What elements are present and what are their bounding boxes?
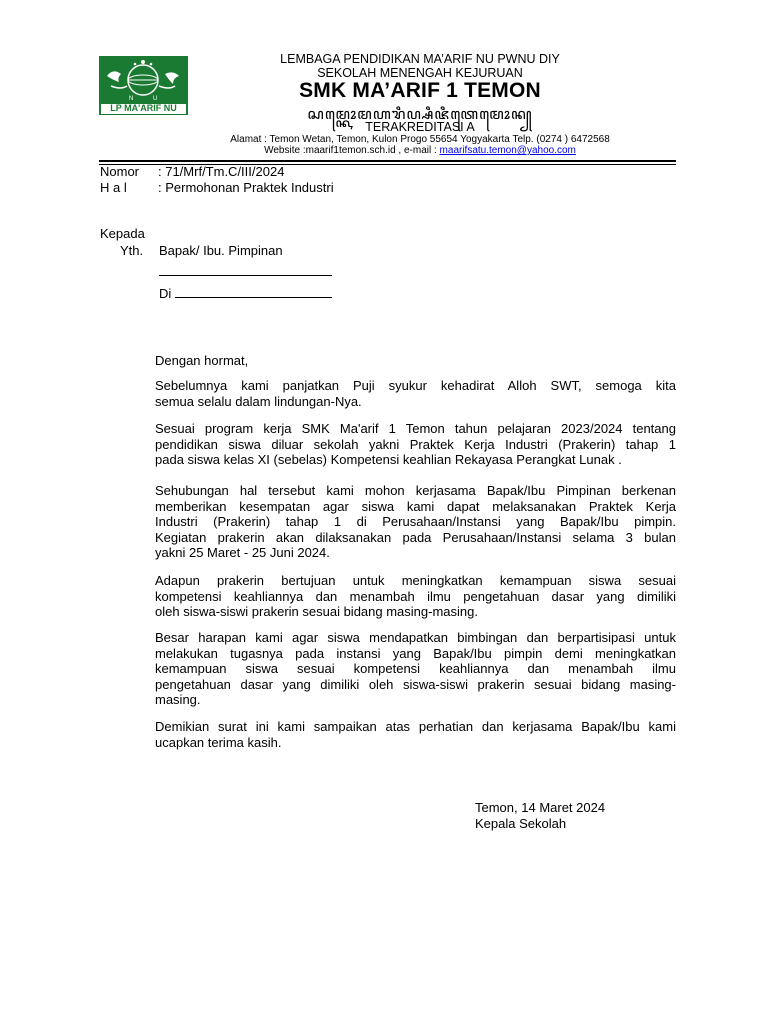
text-line: Besar harapan kami agar siswa mendapatkan bimbingan dan berpartisipasi untuk <box>155 630 676 645</box>
yth-label: Yth. <box>120 243 144 258</box>
paragraph-5 <box>155 630 676 708</box>
email-link[interactable]: maarifsatu.temon@yahoo.com <box>439 145 576 156</box>
nomor-label: Nomor <box>100 164 140 179</box>
text-line: masing. <box>155 692 201 707</box>
text-line: Adapun prakerin bertujuan untuk meningkatkan kemampuan siswa sesuai <box>155 573 676 588</box>
paragraph-6 <box>155 719 676 750</box>
text-line: yakni 25 Maret - 25 Juni 2024. <box>155 545 330 560</box>
contact-line <box>165 145 675 156</box>
paragraph-3 <box>155 483 676 561</box>
text-line: melakukan tugasnya pada instansi yang Bapak/Ibu pimpin demi meningkatkan <box>155 645 676 661</box>
text-line: pendidikan siswa diluar sekolah yakni Praktek Kerja Industri (Prakerin) tahap 1 <box>155 436 676 452</box>
paragraph-1 <box>155 378 676 409</box>
recipient-name: Bapak/ Ibu. Pimpinan <box>159 243 283 258</box>
text-line: Sebelumnya kami panjatkan Puji syukur kehadirat Alloh SWT, semoga kita <box>155 378 676 393</box>
text-line: pada siswa kelas XI (sebelas) Kompetensi keahlian Rekayasa Perangkat Lunak . <box>155 452 622 467</box>
text-line: memberikan kesempatan agar siswa kami dapat melaksanakan Praktek Kerja <box>155 498 676 514</box>
javanese-script-line: ꦱꦩ꧀ꦏꦺꦴꦩꦲꦫꦶꦥ꧀ꦱꦶꦗꦶꦠꦺꦩꦺꦴꦤ꧀ <box>307 105 533 123</box>
hal-value: : Permohonan Praktek Industri <box>158 180 334 195</box>
text-line: semua selalu dalam lindungan-Nya. <box>155 393 362 409</box>
signature-title: Kepala Sekolah <box>475 816 567 831</box>
accreditation-line: TERAKREDITASI A <box>365 120 475 134</box>
recipient-blank-line <box>159 262 332 280</box>
recipient-address-line <box>159 284 332 302</box>
school-type-line: SEKOLAH MENENGAH KEJURUAN <box>317 66 523 80</box>
kepada-label: Kepada <box>100 226 145 241</box>
text-line: Kegiatan prakerin akan dilaksanakan pada Perusahaan/Instansi selama 3 bulan <box>155 529 676 545</box>
text-line: Sehubungan hal tersebut kami mohon kerjasama Bapak/Ibu Pimpinan berkenan <box>155 483 676 498</box>
logo-caption: LP MA'ARIF NU <box>110 103 177 113</box>
hal-label: H a l <box>100 180 127 195</box>
nomor-value: : 71/Mrf/Tm.C/III/2024 <box>158 164 285 179</box>
di-label: Di <box>159 286 172 301</box>
paragraph-2 <box>155 421 676 468</box>
text-line: kemampuan siswa sesuai kompetensi keahliannya dan menambah ilmu <box>155 661 676 676</box>
text-line: Sesuai program kerja SMK Ma'arif 1 Temon tahun pelajaran 2023/2024 tentang <box>155 421 676 436</box>
svg-text:U: U <box>153 96 158 102</box>
greeting: Dengan hormat, <box>155 353 249 368</box>
text-line: Demikian surat ini kami sampaikan atas perhatian dan kerjasama Bapak/Ibu kami <box>155 719 676 734</box>
letterhead-rule-thick <box>99 160 676 162</box>
school-name: SMK MA’ARIF 1 TEMON <box>299 79 541 102</box>
institution-line: LEMBAGA PENDIDIKAN MA’ARIF NU PWNU DIY <box>280 52 560 66</box>
text-line: pengetahuan dasar yang dimiliki oleh siswa-siswi prakerin sesuai bidang masing- <box>155 676 676 692</box>
text-line: ucapkan terima kasih. <box>155 734 282 750</box>
address-line: Alamat : Temon Wetan, Temon, Kulon Progo 55654 Yogyakarta Telp. (0274 ) 6472568 <box>230 134 610 145</box>
website-text: Website :maarif1temon.sch.id , e-mail : <box>264 145 440 156</box>
paragraph-4 <box>155 573 676 620</box>
text-line: oleh siswa-siswi prakerin sesuai bidang masing-masing. <box>155 604 478 619</box>
signature-place-date: Temon, 14 Maret 2024 <box>475 800 606 815</box>
svg-text:N: N <box>129 96 134 102</box>
text-line: kompetensi keahliannya dan menambah ilmu pengetahuan dasar yang dimiliki <box>155 588 676 604</box>
text-line: Industri (Prakerin) tahap 1 di Perusahaan/Instansi yang Bapak/Ibu pimpin. <box>155 514 676 529</box>
